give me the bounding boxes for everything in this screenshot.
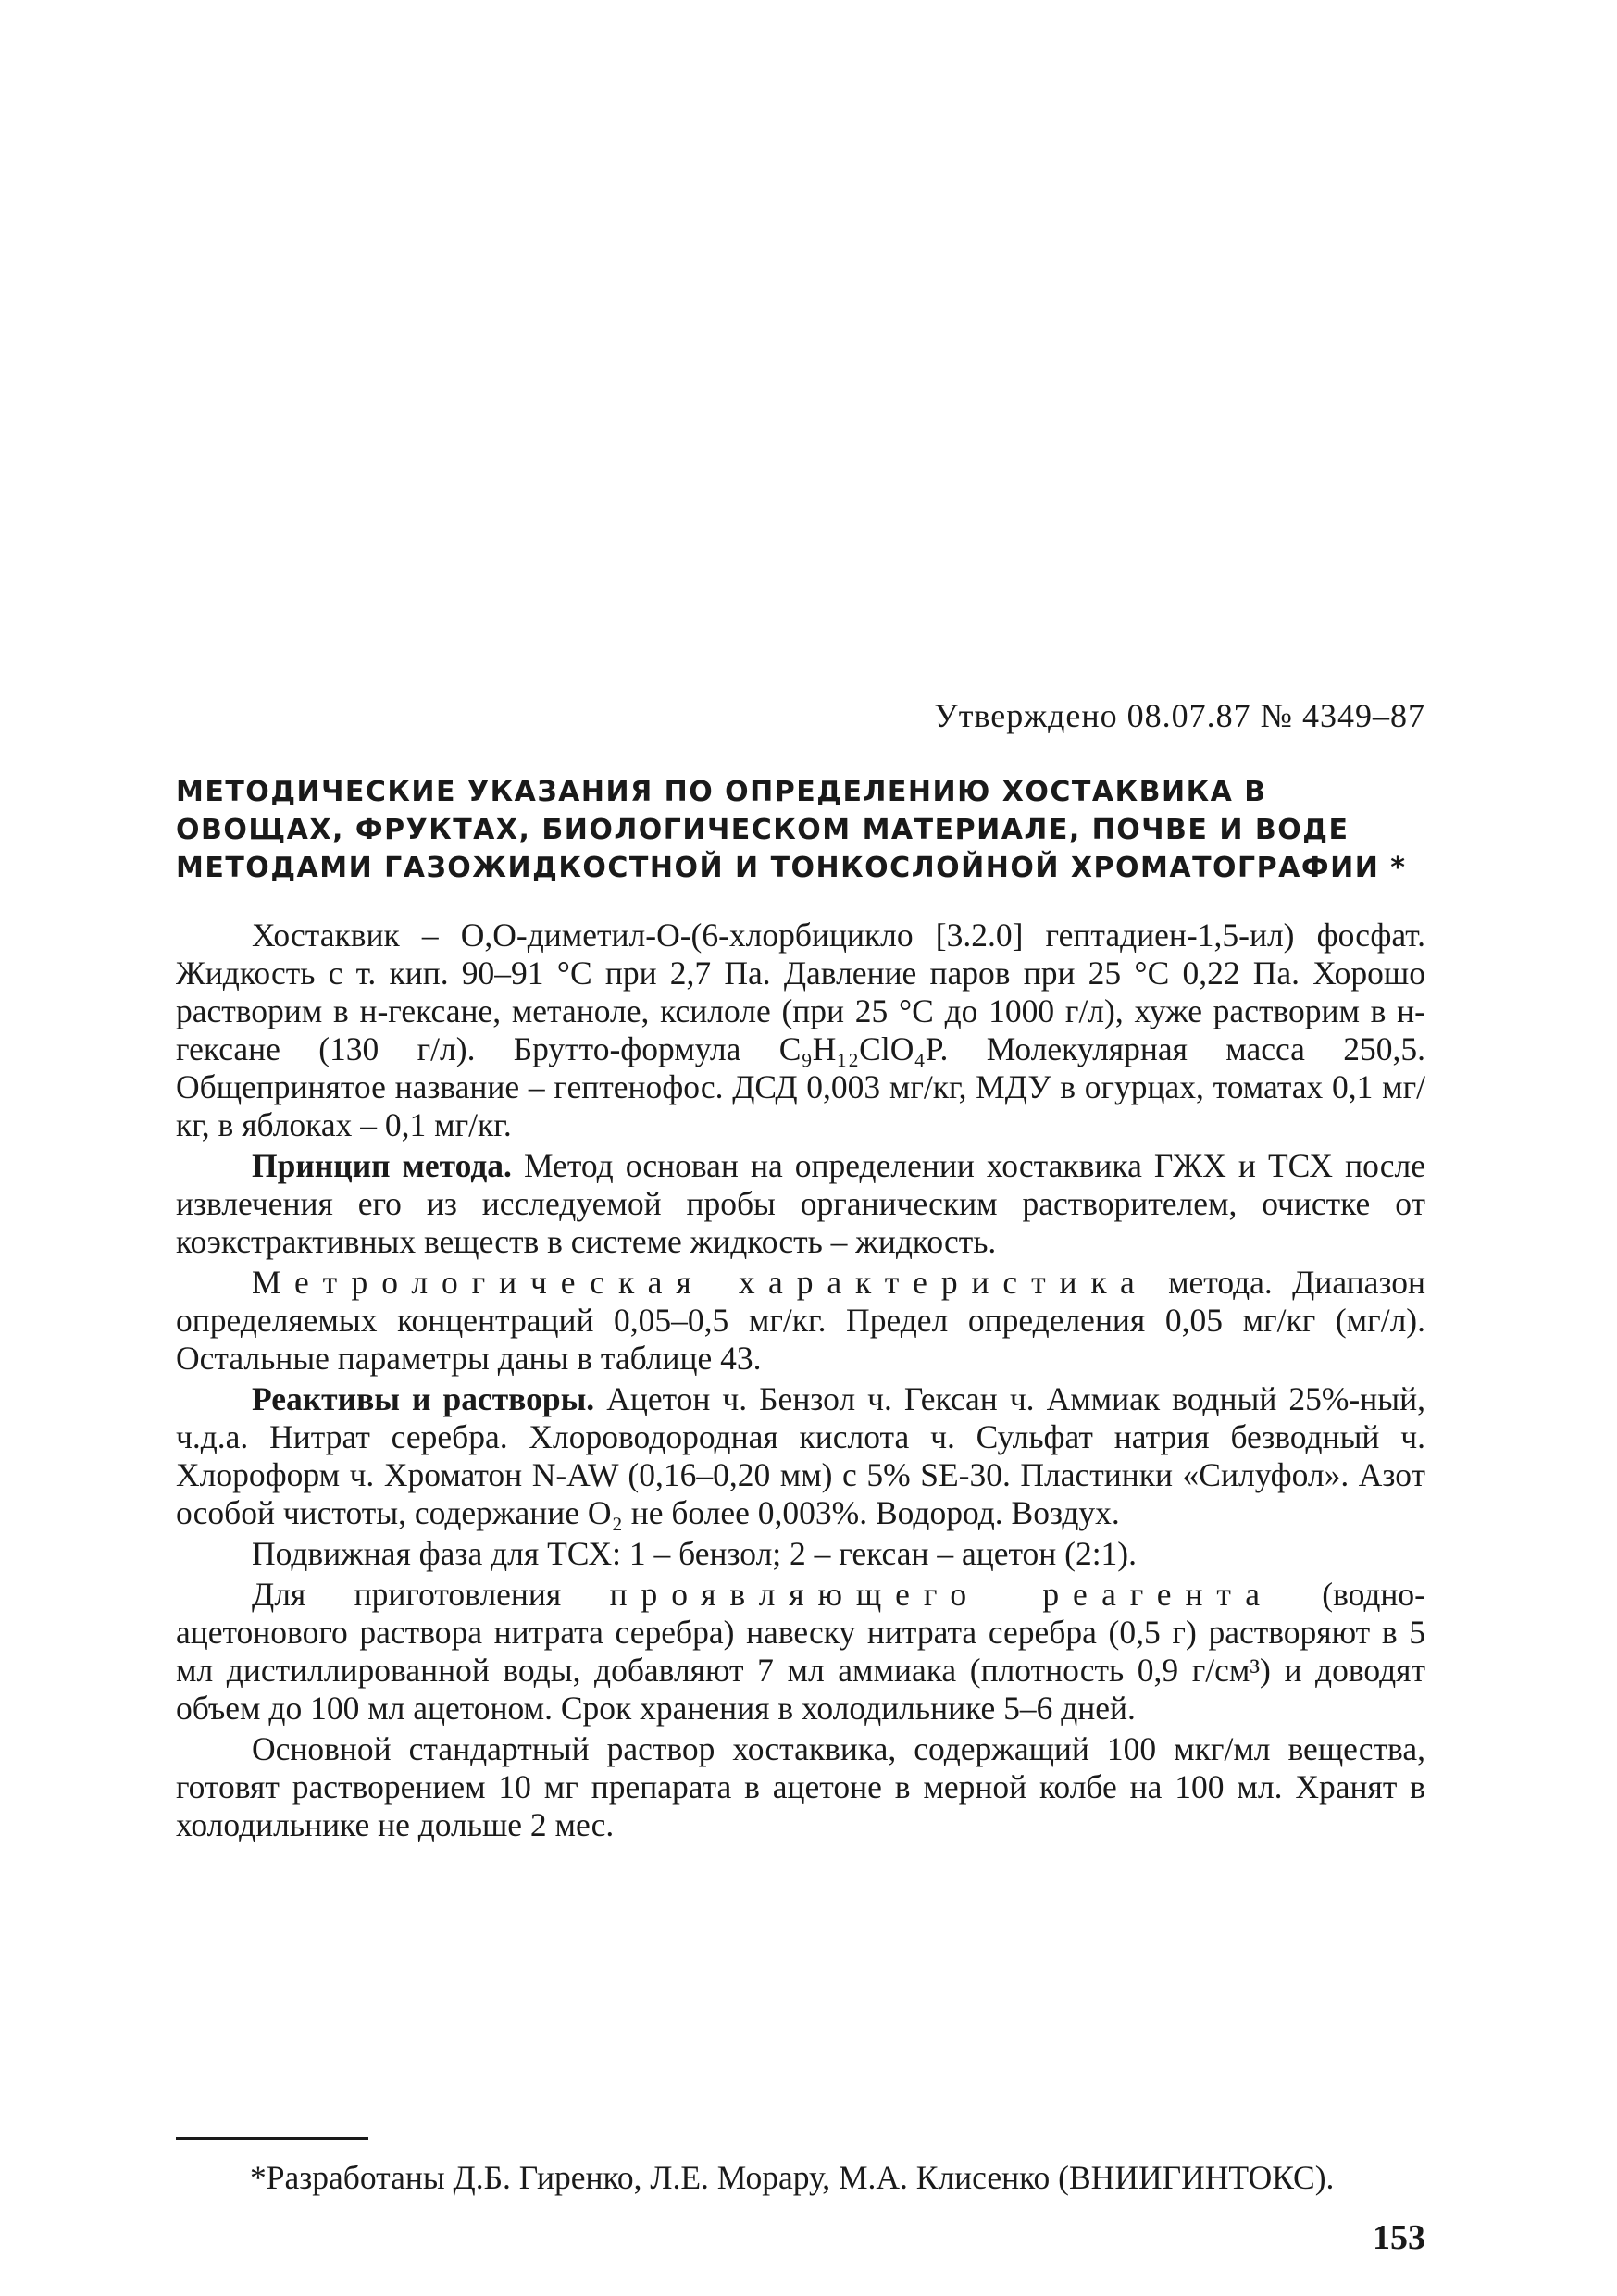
paragraph-description: Хостаквик – О,О-диметил-О-(6-хлорбицикло [3.2.0] гептадиен-1,5-ил) фосфат. Жидкость с т. кип. 90–91 °С при 2,7 Па. Давление паров при 25 °С 0,22 Па. Хорошо растворим в н-гексане, метаноле, ксилоле (при 25 °С до 1000 г/л), хуже растворим в н-гексане (130 г/л). Брутто-формула C₉H₁₂ClO₄P. Молекулярная масса 250,5. Общепринятое название – гептенофос. ДСД 0,003 мг/кг, МДУ в огурцах, томатах 0,1 мг/кг, в яблоках – 0,1 мг/кг.	[176, 917, 1425, 1143]
paragraph-lead: Для приготовления	[252, 1576, 610, 1613]
footnote-divider	[176, 2137, 368, 2140]
document-title: МЕТОДИЧЕСКИЕ УКАЗАНИЯ ПО ОПРЕДЕЛЕНИЮ ХОСТАКВИКА В ОВОЩАХ, ФРУКТАХ, БИОЛОГИЧЕСКОМ МАТЕРИАЛЕ, ПОЧВЕ И ВОДЕ МЕТОДАМИ ГАЗОЖИДКОСТНОЙ И ТОНКОСЛОЙНОЙ ХРОМАТОГРАФИИ *	[176, 776, 1407, 884]
runin-heading-reagents: Реактивы и растворы.	[252, 1380, 595, 1417]
paragraph-text: метода. Диапазон определяемых концентраций 0,05–0,5 мг/кг. Предел определения 0,05 мг/кг (мг/л). Остальные параметры даны в таблице 43.	[176, 1264, 1425, 1377]
paragraph-reagents	[176, 1380, 1425, 1532]
document-body	[176, 917, 1425, 1844]
paragraph-standard-solution: Основной стандартный раствор хостаквика, содержащий 100 мкг/мл вещества, готовят растворением 10 мг препарата в ацетоне в мерной колбе на 100 мл. Хранят в холодильнике не дольше 2 мес.	[176, 1730, 1425, 1843]
paragraph-mobile-phase: Подвижная фаза для ТСХ: 1 – бензол; 2 – гексан – ацетон (2:1).	[252, 1535, 1138, 1572]
spaced-term-reagent: проявляющего реагента	[609, 1576, 1274, 1613]
runin-heading-principle: Принцип метода.	[252, 1147, 512, 1184]
footnote: *Разработаны Д.Б. Гиренко, Л.Е. Морару, М.А. Клисенко (ВНИИГИНТОКС).	[250, 2159, 1335, 2196]
paragraph-developing-reagent	[176, 1576, 1425, 1728]
approval-line: Утверждено 08.07.87 № 4349–87	[934, 697, 1425, 734]
paragraph-method-principle	[176, 1147, 1425, 1261]
paragraph-text: (водно-ацетонового раствора нитрата серебра) навеску нитрата серебра (0,5 г) растворяют в 5 мл дистиллированной воды, добавляют 7 мл аммиака (плотность 0,9 г/см³) и доводят объем до 100 мл ацетоном. Срок хранения в холодильнике 5–6 дней.	[176, 1576, 1425, 1727]
paragraph-text: Ацетон ч. Бензол ч. Гексан ч. Аммиак водный 25%-ный, ч.д.а. Нитрат серебра. Хлороводородная кислота ч. Сульфат натрия безводный ч. Хлороформ ч. Хроматон N-AW (0,16–0,20 мм) с 5% SE-30. Пластинки «Силуфол». Азот особой чистоты, содержание O₂ не более 0,003%. Водород. Воздух.	[176, 1380, 1425, 1531]
spaced-heading-metrology: Метрологическая характеристика	[252, 1264, 1149, 1301]
paragraph-text: Метод основан на определении хостаквика ГЖХ и ТСХ после извлечения его из исследуемой пробы органическим растворителем, очистке от коэкстрактивных веществ в системе жидкость – жидкость.	[176, 1147, 1425, 1260]
paragraph-metrology	[176, 1264, 1425, 1378]
page-number: 153	[1373, 2218, 1425, 2257]
